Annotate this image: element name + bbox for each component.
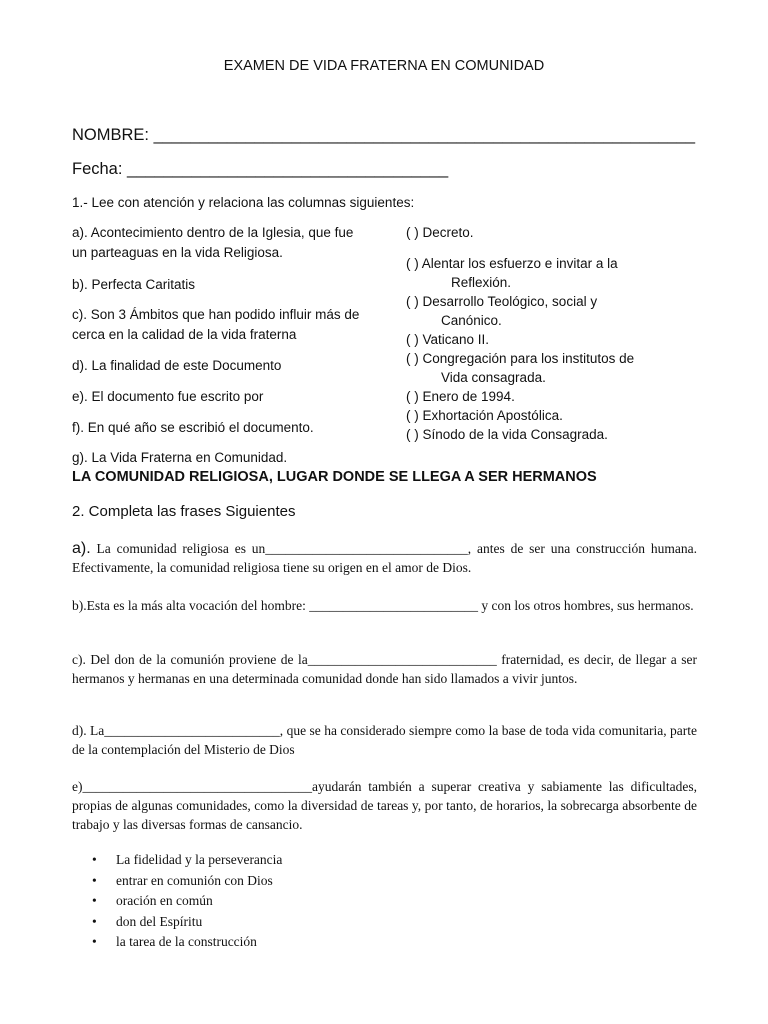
section2-heading: LA COMUNIDAD RELIGIOSA, LUGAR DONDE SE LLEGA A SER HERMANOS — [72, 469, 597, 485]
sentence-e: e)__________________________________ayudarán también a superar creativa y sabiamente las dificultades, propias de algunas comunidades, como la diversidad de tareas y, por tanto, de horarios, la sobrecarga absorbente de trabajo y las diversas formas de cansancio. — [72, 779, 697, 832]
right-item-8: ( ) Sínodo de la vida Consagrada. — [406, 427, 608, 442]
left-item-g: g). La Vida Fraterna en Comunidad. — [72, 450, 288, 465]
sentence-a: a). La comunidad religiosa es un______________________________, antes de ser una construcción humana. Efectivamente, la comunidad religiosa tiene su origen en el amor de Dios. — [72, 540, 697, 575]
left-item-e: e). El documento fue escrito por — [72, 389, 264, 404]
right-item-1: ( ) Decreto. — [406, 225, 474, 240]
right-item-5: ( ) Congregación para los institutos de Vida consagrada. — [406, 351, 635, 385]
name-field-line: NOMBRE: ___________________________________________________________ — [72, 126, 696, 144]
list-item: • don del Espíritu — [92, 912, 282, 933]
sentence-d: d). La__________________________, que se ha considerado siempre como la base de toda vida comunitaria, parte de la contemplación del Misterio de Dios — [72, 723, 697, 757]
list-item: • La fidelidad y la perseverancia — [92, 850, 282, 871]
page-title: EXAMEN DE VIDA FRATERNA EN COMUNIDAD — [223, 58, 545, 74]
left-item-a: a). Acontecimiento dentro de la Iglesia, que fue un parteaguas en la vida Religiosa. — [72, 225, 354, 260]
sentence-b: b).Esta es la más alta vocación del hombre: _________________________ y con los otros hombres, sus hermanos. — [72, 598, 694, 613]
left-item-b: b). Perfecta Caritatis — [72, 277, 196, 292]
right-item-7: ( ) Exhortación Apostólica. — [406, 408, 563, 423]
answer-options-list — [92, 850, 282, 953]
right-item-6: ( ) Enero de 1994. — [406, 389, 515, 404]
list-item: • entrar en comunión con Dios — [92, 871, 282, 892]
list-item: • la tarea de la construcción — [92, 932, 282, 953]
sentence-c: c). Del don de la comunión proviene de la____________________________ fraternidad, es decir, de llegar a ser hermanos y hermanas en una determinada comunidad donde han sido llamados a vivir juntos. — [72, 652, 697, 686]
left-item-c: c). Son 3 Ámbitos que han podido influir más de cerca en la calidad de la vida fraterna — [72, 307, 360, 342]
right-item-2: ( ) Alentar los esfuerzo e invitar a la Reflexión. — [406, 256, 618, 290]
right-item-3: ( ) Desarrollo Teológico, social y Canónico. — [406, 294, 598, 328]
section1-instruction: 1.- Lee con atención y relaciona las columnas siguientes: — [72, 195, 415, 210]
list-item: • oración en común — [92, 891, 282, 912]
right-item-4: ( ) Vaticano II. — [406, 332, 490, 347]
left-item-f: f). En qué año se escribió el documento. — [72, 420, 314, 435]
left-item-d: d). La finalidad de este Documento — [72, 358, 282, 373]
date-field-line: Fecha: ___________________________________ — [72, 160, 449, 178]
section2-instruction: 2. Completa las frases Siguientes — [72, 503, 296, 520]
